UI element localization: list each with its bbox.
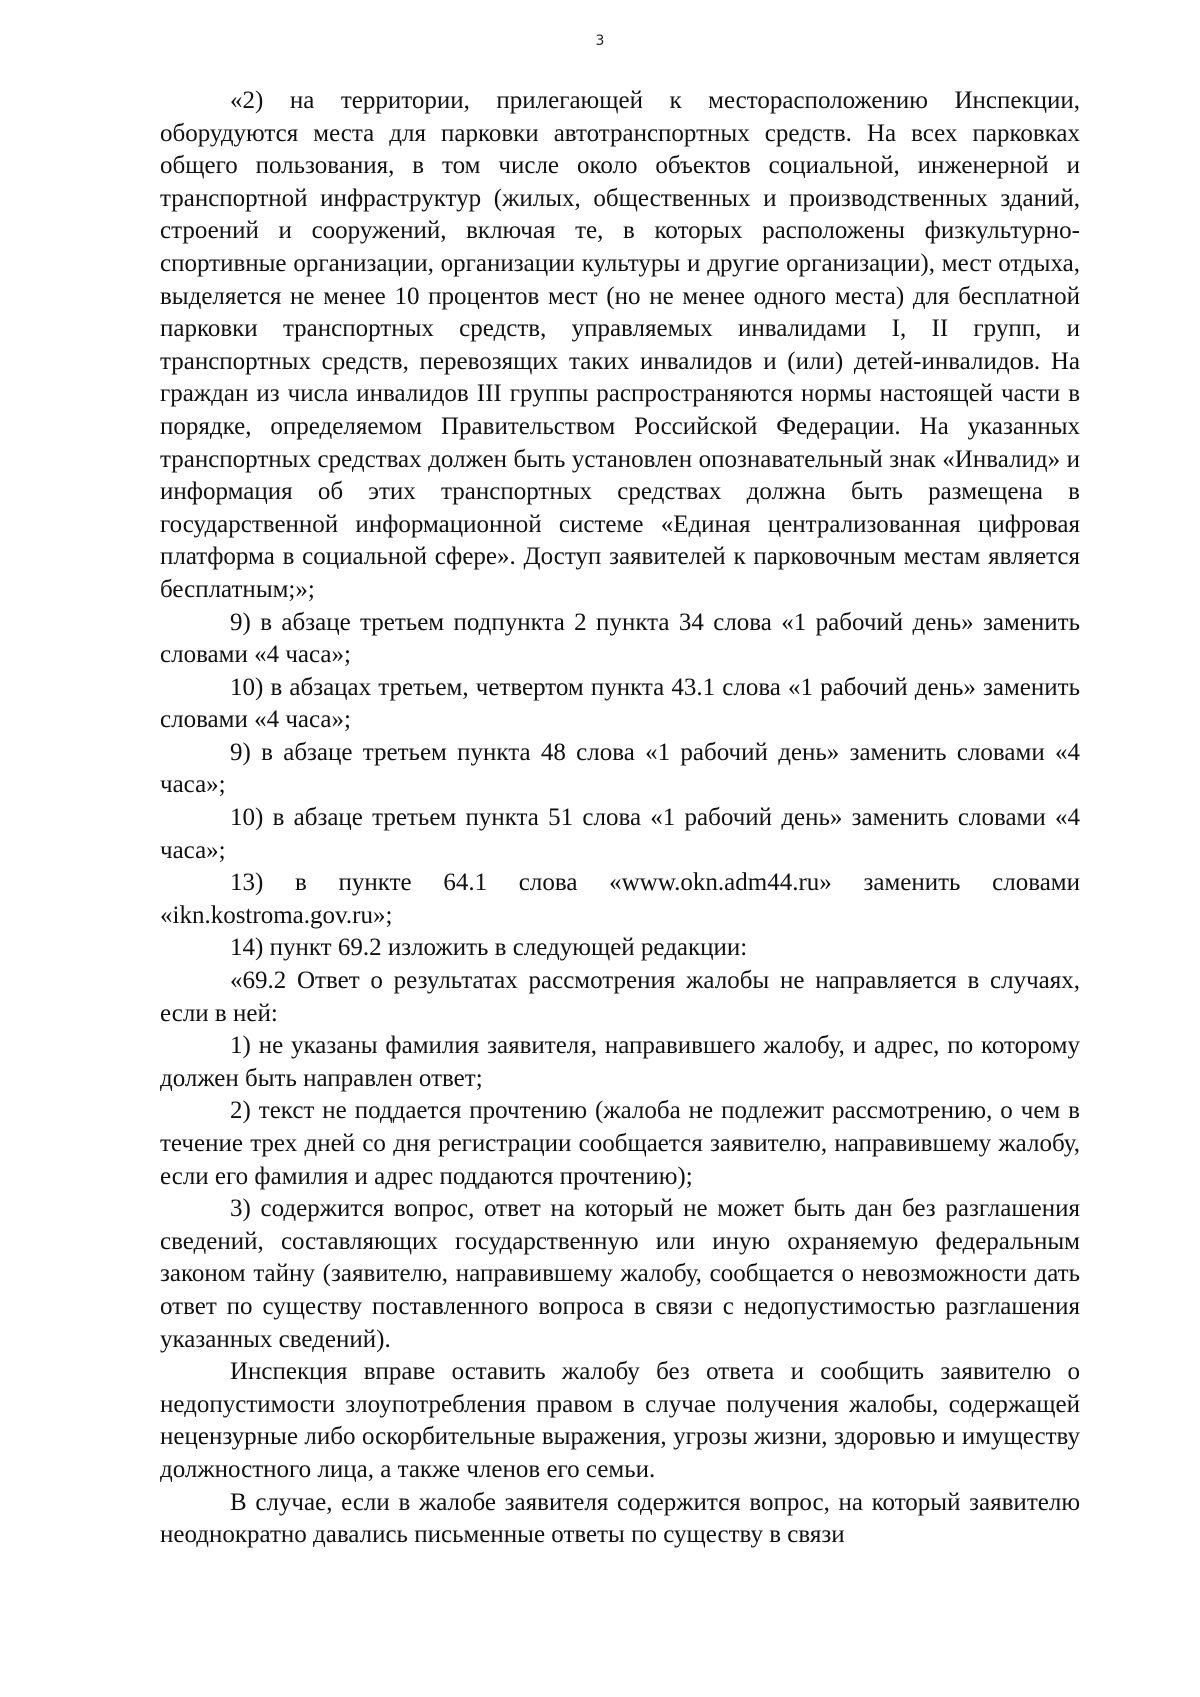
- paragraph-item-14-p69-2: 14) пункт 69.2 изложить в следующей редакции:: [230, 934, 748, 962]
- paragraph-inspection-right: Инспекция вправе оставить жалобу без ответа и сообщить заявителю о недопустимости злоупотребления правом в случае получения жалобы, содержащей нецензурные либо оскорбительные выражения, угрозы жизни, здоровью и имуществу должностного лица, а также членов его семьи.: [160, 1358, 1080, 1483]
- paragraph-69-2-case-1: 1) не указаны фамилия заявителя, направившего жалобу, и адрес, по которому должен быть направлен ответ;: [160, 1032, 1080, 1092]
- paragraph-item-10-p51: 10) в абзаце третьем пункта 51 слова «1 рабочий день» заменить словами «4 часа»;: [160, 804, 1080, 864]
- paragraph-69-2-intro: «69.2 Ответ о результатах рассмотрения жалобы не направляется в случаях, если в ней:: [160, 967, 1080, 1027]
- paragraph-repeated-question: В случае, если в жалобе заявителя содержится вопрос, на который заявителю неоднократно давались письменные ответы по существу в связи: [160, 1488, 1080, 1549]
- page-number: 3: [595, 33, 605, 49]
- paragraph-parking: «2) на территории, прилегающей к месторасположению Инспекции, оборудуются места для парковки автотранспортных средств. На всех парковках общего пользования, в том числе около объектов социальной, инженерной и транспортной инфраструктур (жилых, общественных и производственных зданий, строений и сооружений, включая те, в которых расположены физкультурно-спортивные организации, организации культуры и другие организации), мест отдыха, выделяется не менее 10 процентов мест (но не менее одного места) для бесплатной парковки транспортных средств, управляемых инвалидами I, II групп, и транспортных средств, перевозящих таких инвалидов и (или) детей-инвалидов. На граждан из числа инвалидов III группы распространяются нормы настоящей части в порядке, определяемом Правительством Российской Федерации. На указанных транспортных средствах должен быть установлен опознавательный знак «Инвалид» и информация об этих транспортных средствах должна быть размещена в государственной информационной системе «Единая централизованная цифровая платформа в социальной сфере». Доступ заявителей к парковочным местам является бесплатным;»;: [160, 87, 1080, 603]
- paragraph-item-9-p34: 9) в абзаце третьем подпункта 2 пункта 34 слова «1 рабочий день» заменить словами «4 часа»;: [160, 608, 1080, 669]
- paragraph-item-13-p64-1: 13) в пункте 64.1 слова «www.okn.adm44.ru» заменить словами «ikn.kostroma.gov.ru»;: [160, 869, 1080, 929]
- document-body: [160, 85, 1080, 1552]
- paragraph-69-2-case-2: 2) текст не поддается прочтению (жалоба не подлежит рассмотрению, о чем в течение трех дней со дня регистрации сообщается заявителю, направившему жалобу, если его фамилия и адрес поддаются прочтению);: [160, 1097, 1080, 1190]
- paragraph-69-2-case-3: 3) содержится вопрос, ответ на который не может быть дан без разглашения сведений, составляющих государственную или иную охраняемую федеральным законом тайну (заявителю, направившему жалобу, сообщается о невозможности дать ответ по существу поставленного вопроса в связи с недопустимостью разглашения указанных сведений).: [160, 1195, 1080, 1353]
- paragraph-item-9-p48: 9) в абзаце третьем пункта 48 слова «1 рабочий день» заменить словами «4 часа»;: [160, 738, 1080, 799]
- paragraph-item-10-p43-1: 10) в абзацах третьем, четвертом пункта 43.1 слова «1 рабочий день» заменить словами «4 часа»;: [160, 673, 1080, 734]
